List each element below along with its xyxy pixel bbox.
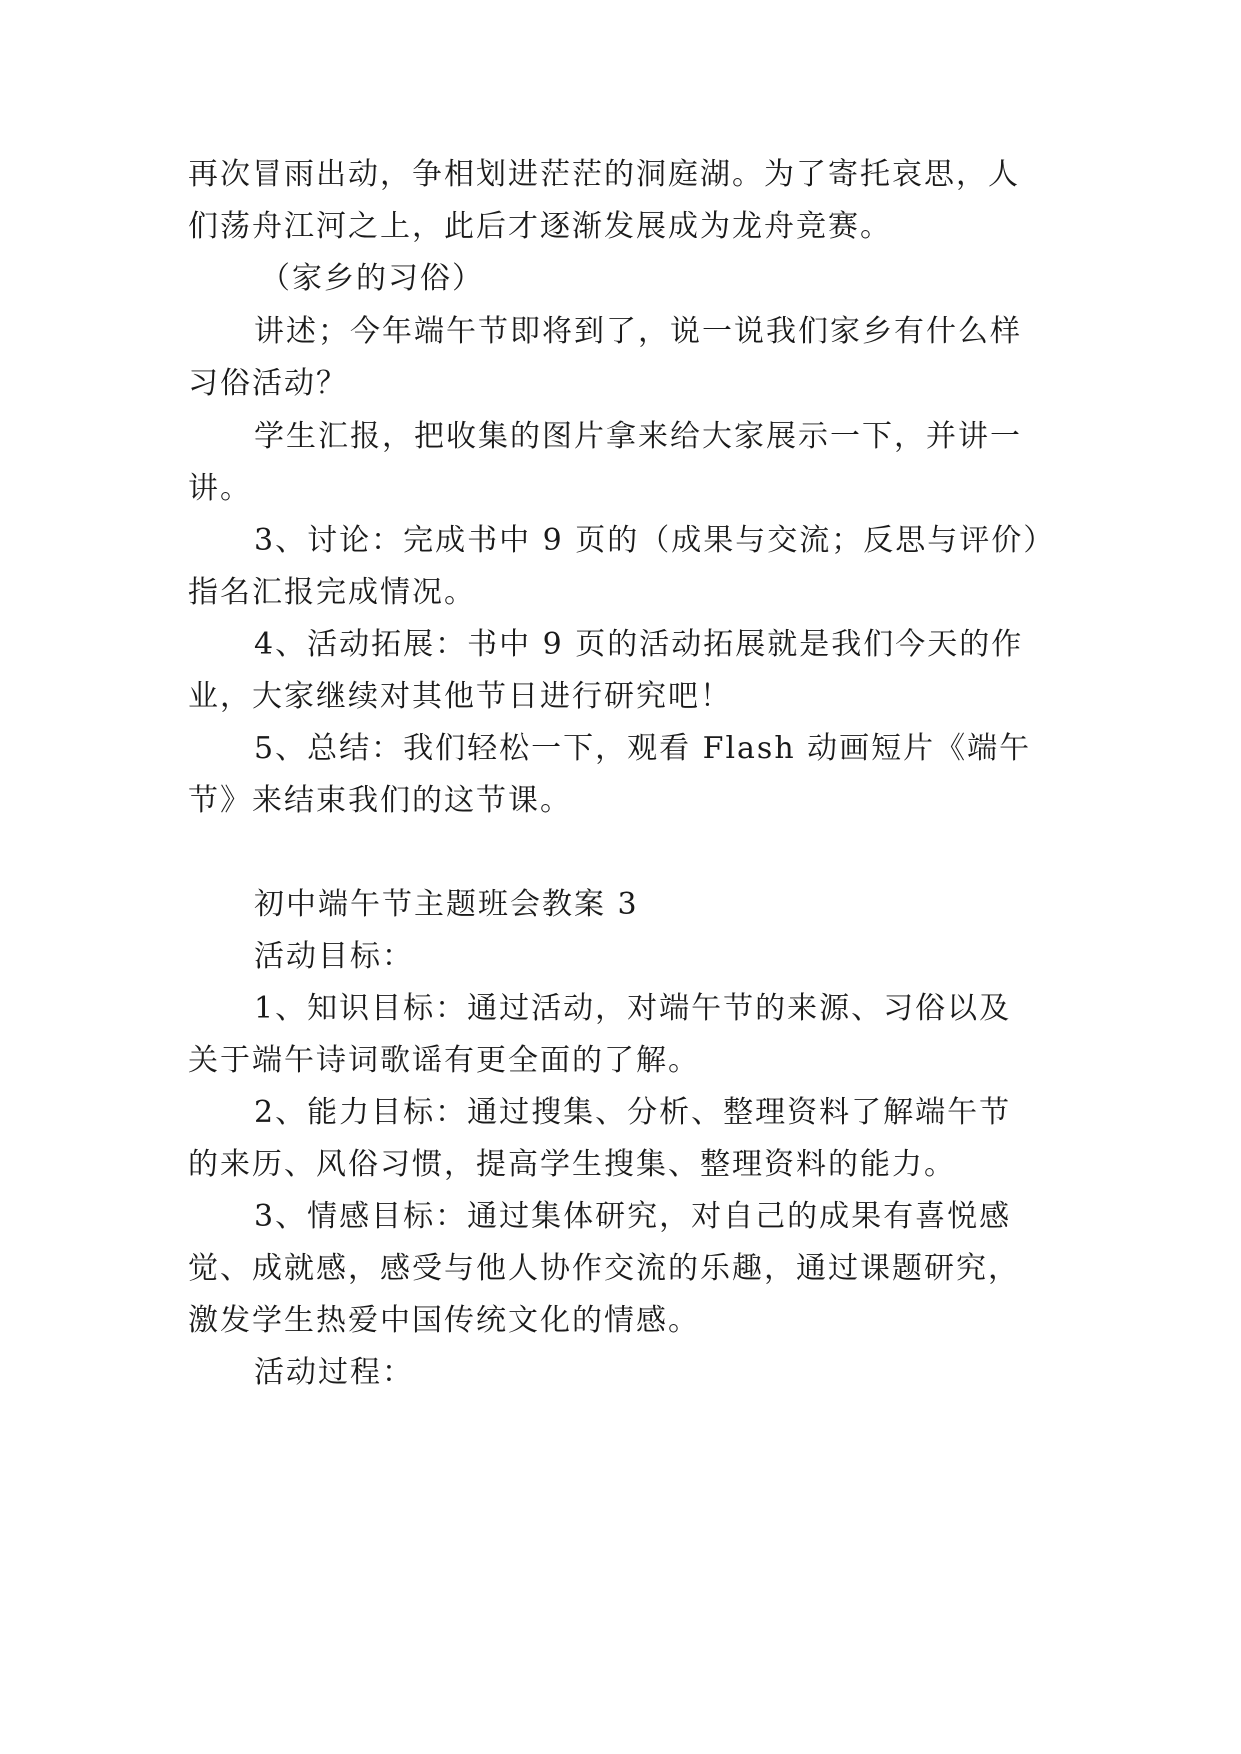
section-subheading: 活动过程： xyxy=(254,1355,414,1390)
paragraph-line: 讲。 xyxy=(188,471,252,506)
section-title: 初中端午节主题班会教案 3 xyxy=(254,887,639,922)
paragraph-line: 3、情感目标：通过集体研究，对自己的成果有喜悦感 xyxy=(254,1199,1012,1234)
paragraph-line: 5、总结：我们轻松一下，观看 Flash 动画短片《端午 xyxy=(254,731,1032,766)
paragraph-line: 觉、成就感，感受与他人协作交流的乐趣，通过课题研究， xyxy=(188,1251,1020,1286)
paragraph-line: 3、讨论：完成书中 9 页的（成果与交流；反思与评价） xyxy=(254,523,1056,558)
paragraph-line: 再次冒雨出动，争相划进茫茫的洞庭湖。为了寄托哀思，人 xyxy=(188,157,1020,192)
paragraph-line: 1、知识目标：通过活动，对端午节的来源、习俗以及 xyxy=(254,991,1012,1026)
paragraph-line: 业，大家继续对其他节日进行研究吧！ xyxy=(188,679,732,714)
paragraph-line: 节》来结束我们的这节课。 xyxy=(188,783,572,818)
paragraph-line: 学生汇报，把收集的图片拿来给大家展示一下，并讲一 xyxy=(254,419,1022,454)
paragraph-line: 指名汇报完成情况。 xyxy=(188,575,476,610)
section-subheading: 活动目标： xyxy=(254,939,414,974)
paragraph-line: 关于端午诗词歌谣有更全面的了解。 xyxy=(188,1043,700,1078)
paragraph-line: 的来历、风俗习惯，提高学生搜集、整理资料的能力。 xyxy=(188,1147,956,1182)
paragraph-line: 习俗活动？ xyxy=(188,366,348,401)
paragraph-line: 讲述；今年端午节即将到了，说一说我们家乡有什么样 xyxy=(254,314,1022,349)
paragraph-line: 们荡舟江河之上，此后才逐渐发展成为龙舟竞赛。 xyxy=(188,209,892,244)
section-subheading: （家乡的习俗） xyxy=(260,261,484,296)
paragraph-line: 4、活动拓展：书中 9 页的活动拓展就是我们今天的作 xyxy=(254,627,1024,662)
paragraph-line: 2、能力目标：通过搜集、分析、整理资料了解端午节 xyxy=(254,1095,1012,1130)
paragraph-line: 激发学生热爱中国传统文化的情感。 xyxy=(188,1303,700,1338)
